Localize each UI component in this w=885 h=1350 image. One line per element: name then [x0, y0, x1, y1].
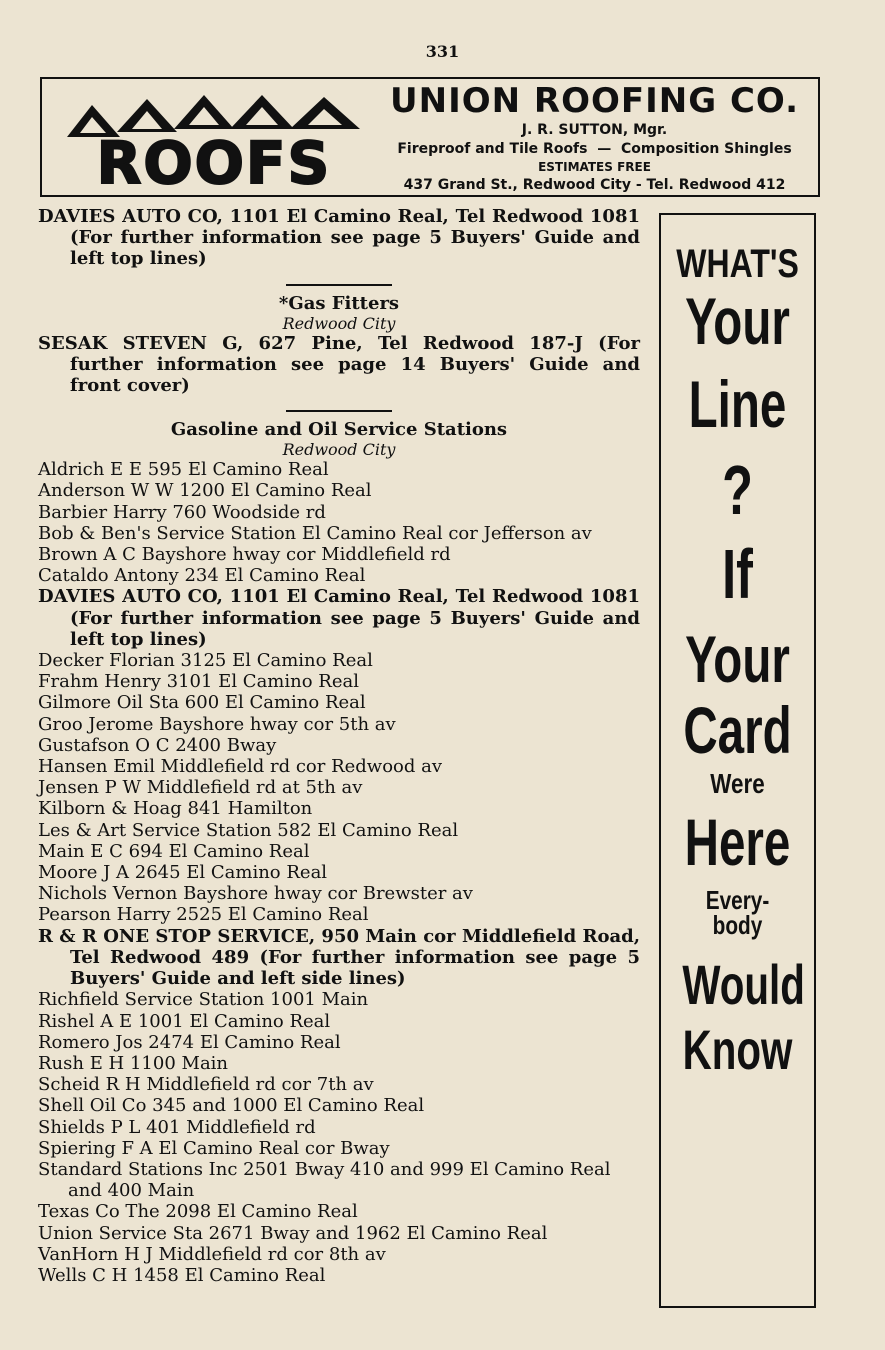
list-item: Gustafson O C 2400 Bway — [38, 734, 277, 756]
company-name: UNION ROOFING CO. — [390, 81, 799, 121]
list-item: Standard Stations Inc 2501 Bway 410 and 999 El Camino Real and 400 Main — [38, 1158, 611, 1202]
address-line: 437 Grand St., Redwood City - Tel. Redwood 412 — [403, 177, 786, 193]
list-item: Texas Co The 2098 El Camino Real — [38, 1201, 358, 1223]
list-item: Shell Oil Co 345 and 1000 El Camino Real — [38, 1095, 425, 1117]
side-ad-word: Know — [682, 1018, 793, 1081]
side-ad-word: WHAT'S — [676, 242, 799, 286]
section-city: Redwood City — [282, 313, 396, 333]
list-item: Kilborn & Hoag 841 Hamilton — [38, 798, 313, 820]
manager-line: J. R. SUTTON, Mgr. — [521, 122, 668, 138]
list-item: Rishel A E 1001 El Camino Real — [38, 1010, 331, 1032]
list-item: Hansen Emil Middlefield rd cor Redwood av — [38, 756, 443, 778]
whats-your-line-ad — [659, 213, 816, 1308]
list-item: DAVIES AUTO CO, 1101 El Camino Real, Tel Redwood 1081 (For further information see page 5 Buyers' Guide and left top lines) — [38, 586, 640, 650]
list-item: Pearson Harry 2525 El Camino Real — [38, 904, 369, 926]
section-heading-gas-fitters: *Gas Fitters — [278, 292, 400, 314]
list-item: Scheid R H Middlefield rd cor 7th av — [38, 1074, 374, 1096]
top-entry: DAVIES AUTO CO, 1101 El Camino Real, Tel Redwood 1081 (For further information see page 5 Buyers' Guide and left top lines) — [38, 206, 640, 270]
side-ad-word: body — [712, 910, 763, 940]
list-item: Bob & Ben's Service Station El Camino Real cor Jefferson av — [38, 522, 592, 544]
side-ad-words — [661, 243, 814, 1079]
list-item: Richfield Service Station 1001 Main — [38, 989, 369, 1011]
list-item: Gilmore Oil Sta 600 El Camino Real — [38, 692, 366, 714]
list-item: Union Service Sta 2671 Bway and 1962 El Camino Real — [38, 1222, 548, 1244]
list-item: Moore J A 2645 El Camino Real — [38, 862, 328, 884]
divider — [286, 410, 392, 412]
list-item: VanHorn H J Middlefield rd cor 8th av — [38, 1243, 386, 1265]
side-ad-word: Were — [710, 768, 765, 799]
list-item: Rush E H 1100 Main — [38, 1052, 229, 1074]
side-ad-word: Here — [684, 805, 791, 879]
directory-listing — [38, 206, 640, 1286]
list-item: Romero Jos 2474 El Camino Real — [38, 1031, 341, 1053]
list-item: Spiering F A El Camino Real cor Bway — [38, 1137, 390, 1159]
services-right: Composition Shingles — [620, 141, 792, 157]
side-ad-word: If — [722, 535, 753, 613]
list-item: Aldrich E E 595 El Camino Real — [38, 459, 329, 481]
list-item: R & R ONE STOP SERVICE, 950 Main cor Middlefield Road, Tel Redwood 489 (For further information see page 5 Buyers' Guide and left side lines) — [38, 925, 640, 990]
divider — [286, 284, 392, 286]
side-ad-word: Line — [688, 367, 787, 441]
estimates-line: ESTIMATES FREE — [538, 160, 651, 174]
list-item: Barbier Harry 760 Woodside rd — [38, 501, 326, 523]
list-item: Frahm Henry 3101 El Camino Real — [38, 671, 359, 693]
station-list — [38, 459, 640, 1286]
list-item: Shields P L 401 Middlefield rd — [38, 1116, 316, 1138]
side-ad-word: ? — [722, 451, 753, 529]
side-ad-word: Would — [682, 953, 805, 1016]
list-item: Cataldo Antony 234 El Camino Real — [38, 565, 366, 587]
side-ad-word: Every- — [705, 885, 770, 915]
list-item: Les & Art Service Station 582 El Camino Real — [38, 819, 459, 841]
list-item: Brown A C Bayshore hway cor Middlefield rd — [38, 544, 451, 566]
gas-fitter-entry: SESAK STEVEN G, 627 Pine, Tel Redwood 187-J (For further information see page 14 Buyers' Guide and front cover) — [38, 332, 640, 397]
side-ad-word: Your — [685, 284, 790, 358]
side-ad-word: Your — [685, 622, 790, 696]
union-roofing-ad — [40, 77, 820, 197]
list-item: Nichols Vernon Bayshore hway cor Brewster av — [38, 883, 473, 905]
list-item: Main E C 694 El Camino Real — [38, 840, 310, 862]
services-left: Fireproof and Tile Roofs — [397, 141, 588, 157]
services-line — [377, 140, 812, 159]
list-item: Decker Florian 3125 El Camino Real — [38, 650, 373, 672]
list-item: Wells C H 1458 El Camino Real — [38, 1264, 326, 1286]
side-ad-word: Card — [683, 693, 792, 767]
roofs-logo-icon — [62, 87, 367, 191]
list-item: Anderson W W 1200 El Camino Real — [38, 480, 372, 502]
list-item: Groo Jerome Bayshore hway cor 5th av — [38, 713, 396, 735]
services-separator: — — [597, 141, 612, 157]
section-heading-service-stations: Gasoline and Oil Service Stations — [170, 419, 508, 441]
section-city: Redwood City — [282, 440, 396, 460]
roofs-logo-text: ROOFS — [96, 129, 332, 191]
list-item: Jensen P W Middlefield rd at 5th av — [38, 777, 363, 799]
page-number: 331 — [425, 42, 460, 61]
